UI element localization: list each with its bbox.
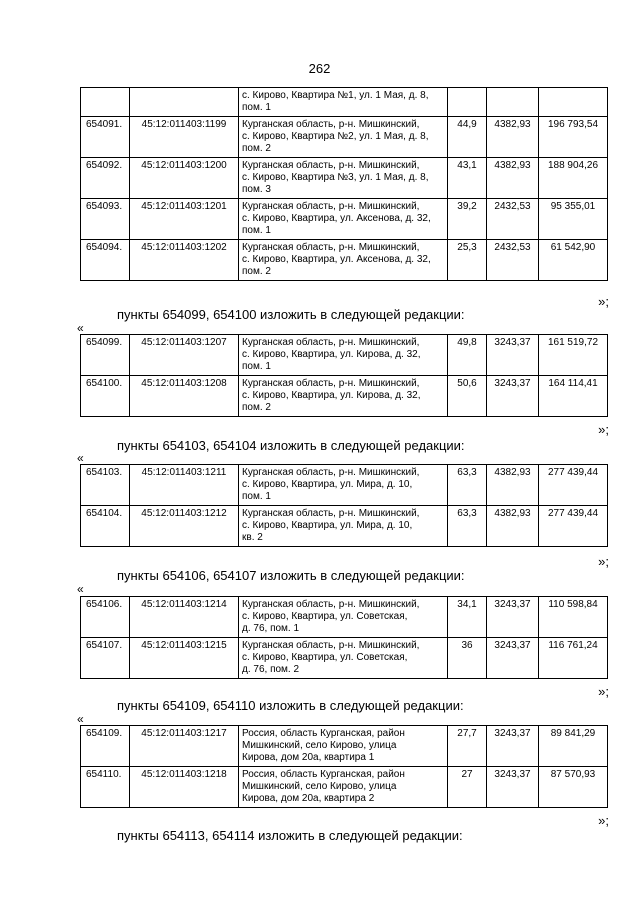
cost-cell: 110 598,84	[539, 597, 608, 638]
cadastral-number-cell: 45:12:011403:1199	[130, 117, 239, 158]
area-cell: 34,1	[448, 597, 487, 638]
address-cell	[239, 88, 448, 117]
table-row	[81, 506, 608, 547]
cadastral-number-cell: 45:12:011403:1207	[130, 335, 239, 376]
item-number-cell: 654103.	[81, 465, 130, 506]
address-line: Курганская область, р-н. Мишкинский,	[242, 337, 420, 348]
area-cell: 44,9	[448, 117, 487, 158]
address-line: с. Кирово, Квартира №2, ул. 1 Мая, д. 8,	[242, 131, 429, 142]
address-cell	[239, 638, 448, 679]
address-line: пом. 1	[242, 361, 271, 372]
area-cell: 43,1	[448, 158, 487, 199]
item-number-cell: 654092.	[81, 158, 130, 199]
cadastral-number-cell: 45:12:011403:1202	[130, 240, 239, 281]
address-line: Россия, область Курганская, район	[242, 728, 405, 739]
cost-cell: 87 570,93	[539, 767, 608, 808]
item-number-cell: 654106.	[81, 597, 130, 638]
cost-cell: 61 542,90	[539, 240, 608, 281]
unit-price-cell: 3243,37	[487, 376, 539, 417]
instruction-text: пункты 654103, 654104 изложить в следующей редакции:	[117, 438, 465, 453]
table-row	[81, 465, 608, 506]
cost-cell: 95 355,01	[539, 199, 608, 240]
item-number-cell: 654109.	[81, 726, 130, 767]
address-line: Курганская область, р-н. Мишкинский,	[242, 599, 420, 610]
address-cell	[239, 726, 448, 767]
unit-price-cell: 4382,93	[487, 158, 539, 199]
address-line: Мишкинский, село Кирово, улица	[242, 781, 397, 792]
close-quote: »;	[598, 684, 609, 699]
area-cell: 63,3	[448, 465, 487, 506]
address-line: Кирова, дом 20а, квартира 2	[242, 793, 375, 804]
area-cell: 49,8	[448, 335, 487, 376]
address-cell	[239, 767, 448, 808]
address-line: пом. 1	[242, 102, 271, 113]
registry-table	[80, 334, 608, 417]
instruction-text: пункты 654113, 654114 изложить в следующей редакции:	[117, 828, 463, 843]
address-line: Курганская область, р-н. Мишкинский,	[242, 467, 420, 478]
close-quote: »;	[598, 294, 609, 309]
table-row	[81, 240, 608, 281]
item-number-cell: 654110.	[81, 767, 130, 808]
address-line: пом. 2	[242, 143, 271, 154]
table-row	[81, 88, 608, 117]
address-line: Курганская область, р-н. Мишкинский,	[242, 119, 420, 130]
unit-price-cell: 3243,37	[487, 597, 539, 638]
cadastral-number-cell: 45:12:011403:1215	[130, 638, 239, 679]
address-cell	[239, 335, 448, 376]
address-line: Кирова, дом 20а, квартира 1	[242, 752, 375, 763]
area-cell: 27,7	[448, 726, 487, 767]
address-line: пом. 1	[242, 225, 271, 236]
address-cell	[239, 158, 448, 199]
table-row	[81, 726, 608, 767]
page-number: 262	[308, 61, 331, 76]
registry-table	[80, 464, 608, 547]
close-quote: »;	[598, 554, 609, 569]
cadastral-number-cell	[130, 88, 239, 117]
area-cell: 36	[448, 638, 487, 679]
cadastral-number-cell: 45:12:011403:1201	[130, 199, 239, 240]
address-line: Россия, область Курганская, район	[242, 769, 405, 780]
address-line: Курганская область, р-н. Мишкинский,	[242, 508, 420, 519]
open-quote: «	[77, 582, 84, 596]
address-line: Курганская область, р-н. Мишкинский,	[242, 242, 420, 253]
item-number-cell: 654107.	[81, 638, 130, 679]
address-line: с. Кирово, Квартира, ул. Мира, д. 10,	[242, 479, 413, 490]
unit-price-cell: 2432,53	[487, 199, 539, 240]
item-number-cell: 654091.	[81, 117, 130, 158]
unit-price-cell: 3243,37	[487, 335, 539, 376]
address-line: д. 76, пом. 2	[242, 664, 300, 675]
address-line: с. Кирово, Квартира, ул. Кирова, д. 32,	[242, 390, 421, 401]
address-cell	[239, 597, 448, 638]
unit-price-cell	[487, 88, 539, 117]
instruction-text: пункты 654106, 654107 изложить в следующей редакции:	[117, 568, 465, 583]
cadastral-number-cell: 45:12:011403:1214	[130, 597, 239, 638]
registry-table	[80, 87, 608, 281]
address-line: Курганская область, р-н. Мишкинский,	[242, 201, 420, 212]
address-line: Курганская область, р-н. Мишкинский,	[242, 640, 420, 651]
cost-cell: 277 439,44	[539, 465, 608, 506]
address-cell	[239, 117, 448, 158]
address-line: пом. 2	[242, 266, 271, 277]
address-cell	[239, 240, 448, 281]
registry-table	[80, 725, 608, 808]
cost-cell: 164 114,41	[539, 376, 608, 417]
address-line: с. Кирово, Квартира, ул. Аксенова, д. 32,	[242, 213, 431, 224]
address-line: пом. 1	[242, 491, 271, 502]
area-cell: 27	[448, 767, 487, 808]
table-row	[81, 117, 608, 158]
table-row	[81, 638, 608, 679]
unit-price-cell: 3243,37	[487, 638, 539, 679]
unit-price-cell: 2432,53	[487, 240, 539, 281]
address-line: с. Кирово, Квартира, ул. Аксенова, д. 32,	[242, 254, 431, 265]
unit-price-cell: 4382,93	[487, 506, 539, 547]
open-quote: «	[77, 712, 84, 726]
address-line: Курганская область, р-н. Мишкинский,	[242, 160, 420, 171]
open-quote: «	[77, 451, 84, 465]
close-quote: »;	[598, 813, 609, 828]
address-cell	[239, 199, 448, 240]
item-number-cell: 654094.	[81, 240, 130, 281]
address-line: с. Кирово, Квартира, ул. Советская,	[242, 611, 408, 622]
cadastral-number-cell: 45:12:011403:1200	[130, 158, 239, 199]
address-line: с. Кирово, Квартира, ул. Мира, д. 10,	[242, 520, 413, 531]
open-quote: «	[77, 321, 84, 335]
instruction-text: пункты 654099, 654100 изложить в следующей редакции:	[117, 307, 465, 322]
table-row	[81, 767, 608, 808]
instruction-text: пункты 654109, 654110 изложить в следующей редакции:	[117, 698, 464, 713]
unit-price-cell: 4382,93	[487, 465, 539, 506]
address-cell	[239, 506, 448, 547]
address-line: с. Кирово, Квартира, ул. Кирова, д. 32,	[242, 349, 421, 360]
address-cell	[239, 465, 448, 506]
cost-cell: 161 519,72	[539, 335, 608, 376]
table-row	[81, 199, 608, 240]
table-row	[81, 158, 608, 199]
item-number-cell: 654099.	[81, 335, 130, 376]
registry-table	[80, 596, 608, 679]
address-line: с. Кирово, Квартира №1, ул. 1 Мая, д. 8,	[242, 90, 429, 101]
cadastral-number-cell: 45:12:011403:1212	[130, 506, 239, 547]
cost-cell: 116 761,24	[539, 638, 608, 679]
cost-cell	[539, 88, 608, 117]
cost-cell: 89 841,29	[539, 726, 608, 767]
table-row	[81, 335, 608, 376]
item-number-cell: 654093.	[81, 199, 130, 240]
cost-cell: 277 439,44	[539, 506, 608, 547]
address-line: пом. 2	[242, 402, 271, 413]
table-row	[81, 376, 608, 417]
area-cell: 39,2	[448, 199, 487, 240]
cadastral-number-cell: 45:12:011403:1211	[130, 465, 239, 506]
address-line: д. 76, пом. 1	[242, 623, 300, 634]
address-line: пом. 3	[242, 184, 271, 195]
address-line: кв. 2	[242, 532, 263, 543]
address-line: с. Кирово, Квартира, ул. Советская,	[242, 652, 408, 663]
item-number-cell: 654100.	[81, 376, 130, 417]
address-line: Мишкинский, село Кирово, улица	[242, 740, 397, 751]
cost-cell: 196 793,54	[539, 117, 608, 158]
close-quote: »;	[598, 422, 609, 437]
area-cell: 63,3	[448, 506, 487, 547]
item-number-cell: 654104.	[81, 506, 130, 547]
area-cell	[448, 88, 487, 117]
item-number-cell	[81, 88, 130, 117]
address-line: с. Кирово, Квартира №3, ул. 1 Мая, д. 8,	[242, 172, 429, 183]
unit-price-cell: 3243,37	[487, 767, 539, 808]
unit-price-cell: 3243,37	[487, 726, 539, 767]
table-row	[81, 597, 608, 638]
area-cell: 50,6	[448, 376, 487, 417]
address-line: Курганская область, р-н. Мишкинский,	[242, 378, 420, 389]
unit-price-cell: 4382,93	[487, 117, 539, 158]
cadastral-number-cell: 45:12:011403:1218	[130, 767, 239, 808]
cost-cell: 188 904,26	[539, 158, 608, 199]
cadastral-number-cell: 45:12:011403:1208	[130, 376, 239, 417]
cadastral-number-cell: 45:12:011403:1217	[130, 726, 239, 767]
address-cell	[239, 376, 448, 417]
area-cell: 25,3	[448, 240, 487, 281]
